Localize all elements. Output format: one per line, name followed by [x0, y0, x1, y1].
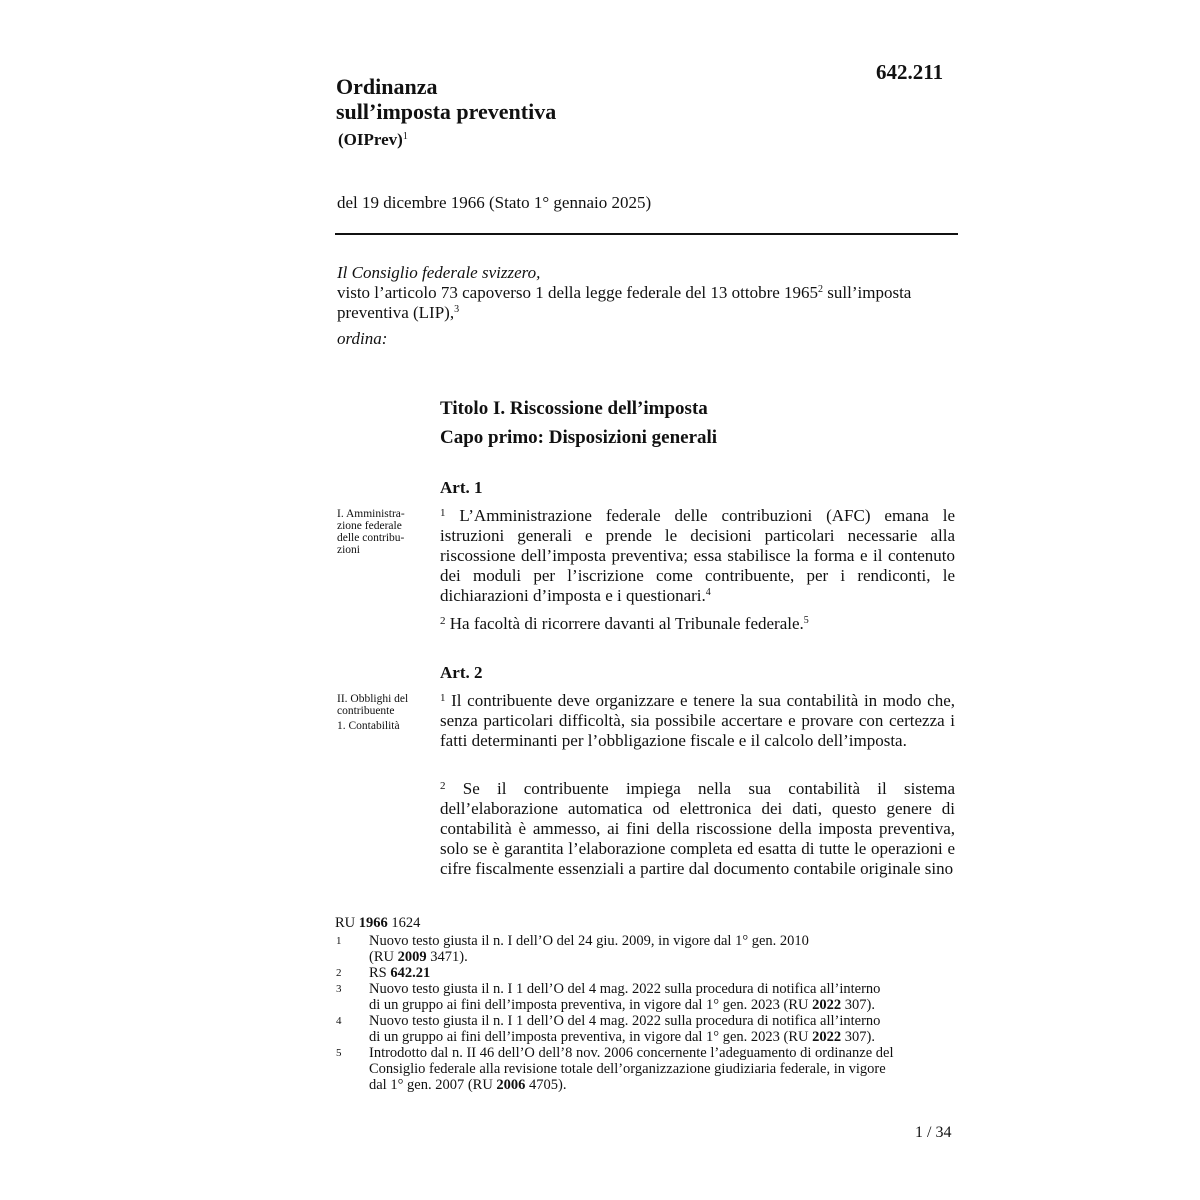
margin-note-line: zioni — [337, 544, 360, 556]
footnote-bold-ref: 2022 — [812, 1029, 842, 1045]
paragraph-number: 2 — [440, 615, 446, 627]
preamble — [337, 263, 957, 349]
footnote-text — [369, 965, 430, 981]
article-1-margin-note — [337, 508, 427, 556]
footnote-number: 3 — [336, 983, 342, 995]
preamble-decree: ordina: — [337, 329, 388, 348]
paragraph-text: L’Amministrazione federale delle contribuzioni (AFC) emana le istruzioni generali e prende le decisioni particolari necessarie alla riscossione dell’imposta preventiva; essa stabilisce la forma e il contenuto dei moduli per l’iscrizione come contribuente, per i rendiconti, le dichiarazioni d’imposta e i questionari. — [440, 506, 955, 605]
article-2-paragraph-1 — [440, 691, 955, 751]
preamble-basis-text-2: sull’imposta preventiva (LIP), — [337, 283, 912, 322]
header-divider — [335, 233, 958, 235]
margin-note-line: 1. Contabilità — [337, 720, 400, 732]
article-2-paragraph-2 — [440, 779, 955, 879]
footnote-ref-5[interactable]: 5 — [803, 615, 809, 626]
source-prefix: RU — [335, 915, 359, 931]
abbreviation — [338, 130, 408, 150]
article-1-paragraph-2 — [440, 614, 955, 634]
footnote-bold-ref: 2009 — [397, 949, 427, 965]
footnote-segment: 4705). — [525, 1077, 567, 1093]
footnote-bold-ref: 2006 — [496, 1077, 526, 1093]
footnote-segment: RS — [369, 965, 391, 981]
margin-note-line: zione federale — [337, 520, 402, 532]
title-line-1: Ordinanza — [336, 74, 438, 99]
paragraph-text: Se il contribuente impiega nella sua contabilità il sistema dell’elaborazione automatica od elettronica dei dati, questo genere di contabilità è ammesso, ai fini della riscossione della imposta preventiva, solo se è garantita l’elaborazione completa ed esatta di tutte le operazioni e cifre fiscalmente essenziali a partire dal documento contabile originale sino — [440, 779, 955, 878]
source-page: 1624 — [387, 915, 421, 931]
footnote-text — [369, 1013, 880, 1045]
paragraph-number: 2 — [440, 780, 446, 792]
footnote-segment: Nuovo testo giusta il n. I 1 dell’O del 4 mag. 2022 sulla procedura di notifica all’interno — [369, 1013, 881, 1029]
footnote-ref-4[interactable]: 4 — [705, 587, 711, 598]
title-line-2: sull’imposta preventiva — [336, 99, 557, 124]
abbreviation-text: (OIPrev) — [338, 130, 403, 149]
preamble-authority: Il Consiglio federale svizzero, — [337, 263, 541, 282]
footnote-2 — [335, 965, 960, 981]
footnote-bold-ref: 642.21 — [390, 965, 431, 981]
footnotes-list — [335, 933, 960, 1093]
date-line: del 19 dicembre 1966 (Stato 1° gennaio 2025) — [337, 193, 652, 212]
footnote-3 — [335, 981, 960, 1013]
article-1-paragraph-1 — [440, 506, 955, 606]
footnote-ref-2[interactable]: 2 — [818, 284, 824, 295]
footnote-segment: Consiglio federale alla revisione totale dell’organizzazione giudiziaria federale, in vigore — [369, 1061, 886, 1077]
preamble-basis — [337, 283, 957, 323]
title-heading: Titolo I. Riscossione dell’imposta — [440, 398, 708, 419]
footnote-segment: 3471). — [426, 949, 468, 965]
footnote-segment: di un gruppo ai fini dell’imposta preventiva, in vigore dal 1° gen. 2023 (RU — [369, 997, 813, 1013]
footnote-ref-3[interactable]: 3 — [454, 304, 460, 315]
footnote-segment: Nuovo testo giusta il n. I dell’O del 24 giu. 2009, in vigore dal 1° gen. 2010 — [369, 933, 809, 949]
footnote-ref-1[interactable]: 1 — [402, 131, 408, 142]
paragraph-number: 1 — [440, 692, 446, 704]
margin-note-line: contribuente — [337, 705, 395, 717]
footnote-4 — [335, 1013, 960, 1045]
source-year: 1966 — [358, 915, 388, 931]
footnote-number: 4 — [336, 1015, 342, 1027]
footnote-1 — [335, 933, 960, 965]
paragraph-text: Il contribuente deve organizzare e tenere la sua contabilità in modo che, senza particolari difficoltà, sia possibile accertare e provare con certezza i fatti determinanti per l’obbligazione fiscale e il calcolo dell’imposta. — [440, 691, 955, 750]
footnote-text — [369, 933, 809, 965]
chapter-heading: Capo primo: Disposizioni generali — [440, 427, 718, 448]
footnote-number: 5 — [336, 1047, 342, 1059]
footnote-segment: 307). — [841, 997, 875, 1013]
footnote-text — [369, 1045, 894, 1093]
margin-note-line: delle contribu- — [337, 532, 405, 544]
footnote-segment: (RU — [369, 949, 398, 965]
footnote-5 — [335, 1045, 960, 1093]
preamble-basis-text-1: visto l’articolo 73 capoverso 1 della legge federale del 13 ottobre 1965 — [337, 283, 819, 302]
footnote-segment: Introdotto dal n. II 46 dell’O dell’8 nov. 2006 concernente l’adeguamento di ordinanze del — [369, 1045, 894, 1061]
page-number: 1 / 34 — [915, 1124, 952, 1141]
paragraph-text: Ha facoltà di ricorrere davanti al Tribunale federale. — [445, 614, 804, 633]
footnote-number: 1 — [336, 935, 342, 947]
footnote-text — [369, 981, 880, 1013]
article-2-title: Art. 2 — [440, 663, 483, 682]
footnote-segment: di un gruppo ai fini dell’imposta preventiva, in vigore dal 1° gen. 2023 (RU — [369, 1029, 813, 1045]
footnote-segment: 307). — [841, 1029, 875, 1045]
footnote-segment: Nuovo testo giusta il n. I 1 dell’O del 4 mag. 2022 sulla procedura di notifica all’interno — [369, 981, 881, 997]
official-compilation-source — [335, 915, 420, 932]
article-2-margin-note — [337, 693, 427, 732]
article-1-title: Art. 1 — [440, 478, 483, 497]
footnote-segment: dal 1° gen. 2007 (RU — [369, 1077, 497, 1093]
paragraph-number: 1 — [440, 507, 446, 519]
systematic-number: 642.211 — [876, 60, 944, 84]
margin-note-line: I. Amministra- — [337, 508, 405, 520]
footnote-number: 2 — [336, 967, 342, 979]
footnote-bold-ref: 2022 — [812, 997, 842, 1013]
margin-note-line: II. Obblighi del — [337, 693, 409, 705]
